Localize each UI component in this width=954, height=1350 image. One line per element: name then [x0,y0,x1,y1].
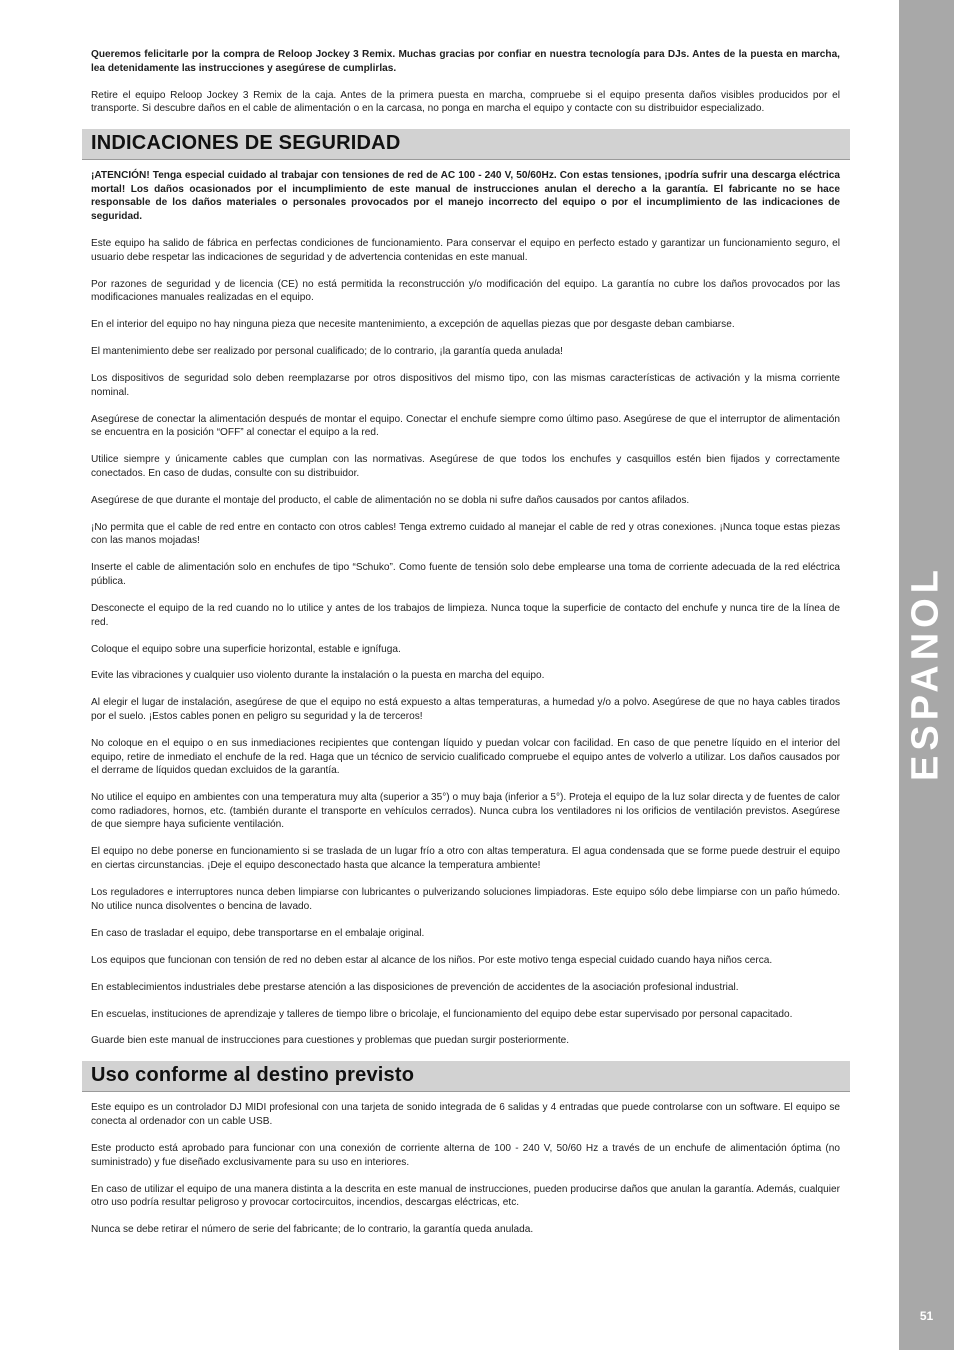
paragraph: Guarde bien este manual de instrucciones para cuestiones y problemas que puedan surgir posteriormente. [91,1035,570,1047]
paragraph: En el interior del equipo no hay ninguna pieza que necesite mantenimiento, a excepción de aquellas piezas que por desgaste deban cambiarse. [91,319,735,331]
paragraph: En establecimientos industriales debe prestarse atención a las disposiciones de prevención de accidentes de la asociación profesional industrial. [91,981,739,993]
paragraph: Coloque el equipo sobre una superficie horizontal, estable e ignífuga. [91,643,401,655]
paragraph: El mantenimiento debe ser realizado por personal cualificado; de lo contrario, ¡la garantía queda anulada! [91,346,563,358]
paragraph: Este equipo es un controlador DJ MIDI profesional con una tarjeta de sonido integrada de 6 salidas y 4 entradas que puede controlarse con un software. El equipo se conecta al ordenador con un cable USB. [91,1102,840,1128]
paragraph: Los reguladores e interruptores nunca deben limpiarse con lubricantes o pulverizando soluciones limpiadoras. Este equipo sólo debe limpiarse con un paño húmedo. No utilice nunca disolventes o bencina de lavado. [91,886,840,912]
paragraph: ¡No permita que el cable de red entre en contacto con otros cables! Tenga extremo cuidado al manejar el cable de red y otras conexiones. ¡Nunca toque estas piezas con las manos mojadas! [91,521,840,547]
paragraph: En caso de utilizar el equipo de una manera distinta a la descrita en este manual de instrucciones, pueden producirse daños que anulan la garantía. Además, cualquier otro uso podría resultar peligroso y provocar cortocircuitos, incendios, descargas eléctricas, etc. [91,1183,840,1209]
paragraph: Evite las vibraciones y cualquier uso violento durante la instalación o la puesta en marcha del equipo. [91,670,545,682]
paragraph: Nunca se debe retirar el número de serie del fabricante; de lo contrario, la garantía queda anulada. [91,1224,534,1236]
bold-paragraph: ¡ATENCIÓN! Tenga especial cuidado al trabajar con tensiones de red de AC 100 - 240 V, 50/60Hz. Con estas tensiones, ¡podría sufrir una descarga eléctrica mortal! Los daños ocasionados por el incumplimiento de este manual de instrucciones anulan el derecho a la garantía. El fabricante no se hace responsable de los daños materiales o personales provocados por el manejo incorrecto del equipo o por el incumplimiento de las indicaciones de seguridad. [91,170,840,222]
language-sidebar [899,0,954,1350]
paragraph: Asegúrese de conectar la alimentación después de montar el equipo. Conectar el enchufe siempre como último paso. Asegúrese de que el interruptor de alimentación se encuentra en la posición “OFF” al conectar el equipo a la red. [91,413,840,439]
paragraph: Inserte el cable de alimentación solo en enchufes de tipo “Schuko”. Como fuente de tensión solo debe emplearse una toma de corriente adecuada de la red eléctrica pública. [91,562,840,587]
paragraph: Este producto está aprobado para funcionar con una conexión de corriente alterna de 100 - 240 V, 50/60 Hz a través de un enchufe de alimentación óptima (no suministrado) y fue diseñado exclusivamente para su uso en interiores. [91,1143,840,1168]
paragraph: Desconecte el equipo de la red cuando no lo utilice y antes de los trabajos de limpieza. Nunca toque la superficie de contacto del enchufe y nunca tire de la línea de red. [91,602,840,628]
paragraph: Los dispositivos de seguridad solo deben reemplazarse por otros dispositivos del mismo tipo, con las mismas características de activación y la misma corriente nominal. [91,373,840,398]
paragraph: Este equipo ha salido de fábrica en perfectas condiciones de funcionamiento. Para conservar el equipo en perfecto estado y garantizar un funcionamiento seguro, el usuario debe respetar las indicaciones de seguridad y de advertencia contenidas en este manual. [91,237,840,263]
bold-paragraph: Queremos felicitarle por la compra de Reloop Jockey 3 Remix. Muchas gracias por confiar en nuestra tecnología para DJs. Antes de la puesta en marcha, lea detenidamente las instrucciones y asegúrese de cumplirlas. [91,49,840,74]
section-title: Uso conforme al destino previsto [91,1064,415,1087]
section-header [82,129,850,160]
section-header [82,1061,850,1092]
paragraph: Al elegir el lugar de instalación, asegúrese de que el equipo no está expuesto a altas temperaturas, a humedad y/o a polvo. Asegúrese de que no haya cables tirados por el suelo. ¡Estos cables ponen en peligro su seguridad y la de terceros! [91,697,840,723]
paragraph: El equipo no debe ponerse en funcionamiento si se traslada de un lugar frío a otro con altas temperatura. El agua condensada que se forme puede destruir el equipo en ciertas circunstancias. ¡Deje el equipo desconectado hasta que alcance la temperatura ambiente! [91,846,840,871]
paragraph: Retire el equipo Reloop Jockey 3 Remix de la caja. Antes de la primera puesta en marcha, compruebe si el equipo presenta daños visibles producidos por el transporte. Si descubre daños en el cable de alimentación o en la carcasa, no ponga en marcha el equipo y contacte con su distribuidor especializado. [91,89,840,115]
paragraph: Asegúrese de que durante el montaje del producto, el cable de alimentación no se dobla ni sufre daños causados por cantos afilados. [91,494,690,506]
paragraph: Utilice siempre y únicamente cables que cumplan con las normativas. Asegúrese de que todos los enchufes y casquillos estén bien fijados y correctamente conectados. En caso de dudas, consulte con su distribuidor. [91,454,840,479]
section-title: INDICACIONES DE SEGURIDAD [91,132,401,155]
page-number: 51 [919,1309,934,1323]
paragraph: En escuelas, instituciones de aprendizaje y talleres de tiempo libre o bricolaje, el funcionamiento del equipo debe estar supervisado por personal capacitado. [91,1008,793,1020]
paragraph: En caso de trasladar el equipo, debe transportarse en el embalaje original. [91,927,425,939]
page-content [91,48,840,1250]
paragraph: Por razones de seguridad y de licencia (CE) no está permitida la reconstrucción y/o modificación del equipo. La garantía no cubre los daños provocados por las modificaciones manuales realizadas en el equipo. [91,278,840,304]
paragraph: No utilice el equipo en ambientes con una temperatura muy alta (superior a 35°) o muy baja (inferior a 5°). Proteja el equipo de la luz solar directa y de fuentes de calor como radiadores, hornos, etc. (también durante el transporte en vehículos cerrados). Nunca cubra los ventiladores ni los orificios de ventilación previstos. Asegúrese de que siempre haya suficiente ventilación. [91,792,840,831]
language-label: ESPANOL [904,565,947,781]
paragraph: No coloque en el equipo o en sus inmediaciones recipientes que contengan líquido y puedan volcar con facilidad. En caso de que penetre líquido en el interior del equipo, retire de inmediato el enchufe de la red. Haga que un técnico de servicio cualificado compruebe el equipo antes de volverlo a utilizar. Los daños causados por el derrame de líquidos quedan excluidos de la garantía. [91,738,840,777]
paragraph: Los equipos que funcionan con tensión de red no deben estar al alcance de los niños. Por este motivo tenga especial cuidado cuando haya niños cerca. [91,954,773,966]
